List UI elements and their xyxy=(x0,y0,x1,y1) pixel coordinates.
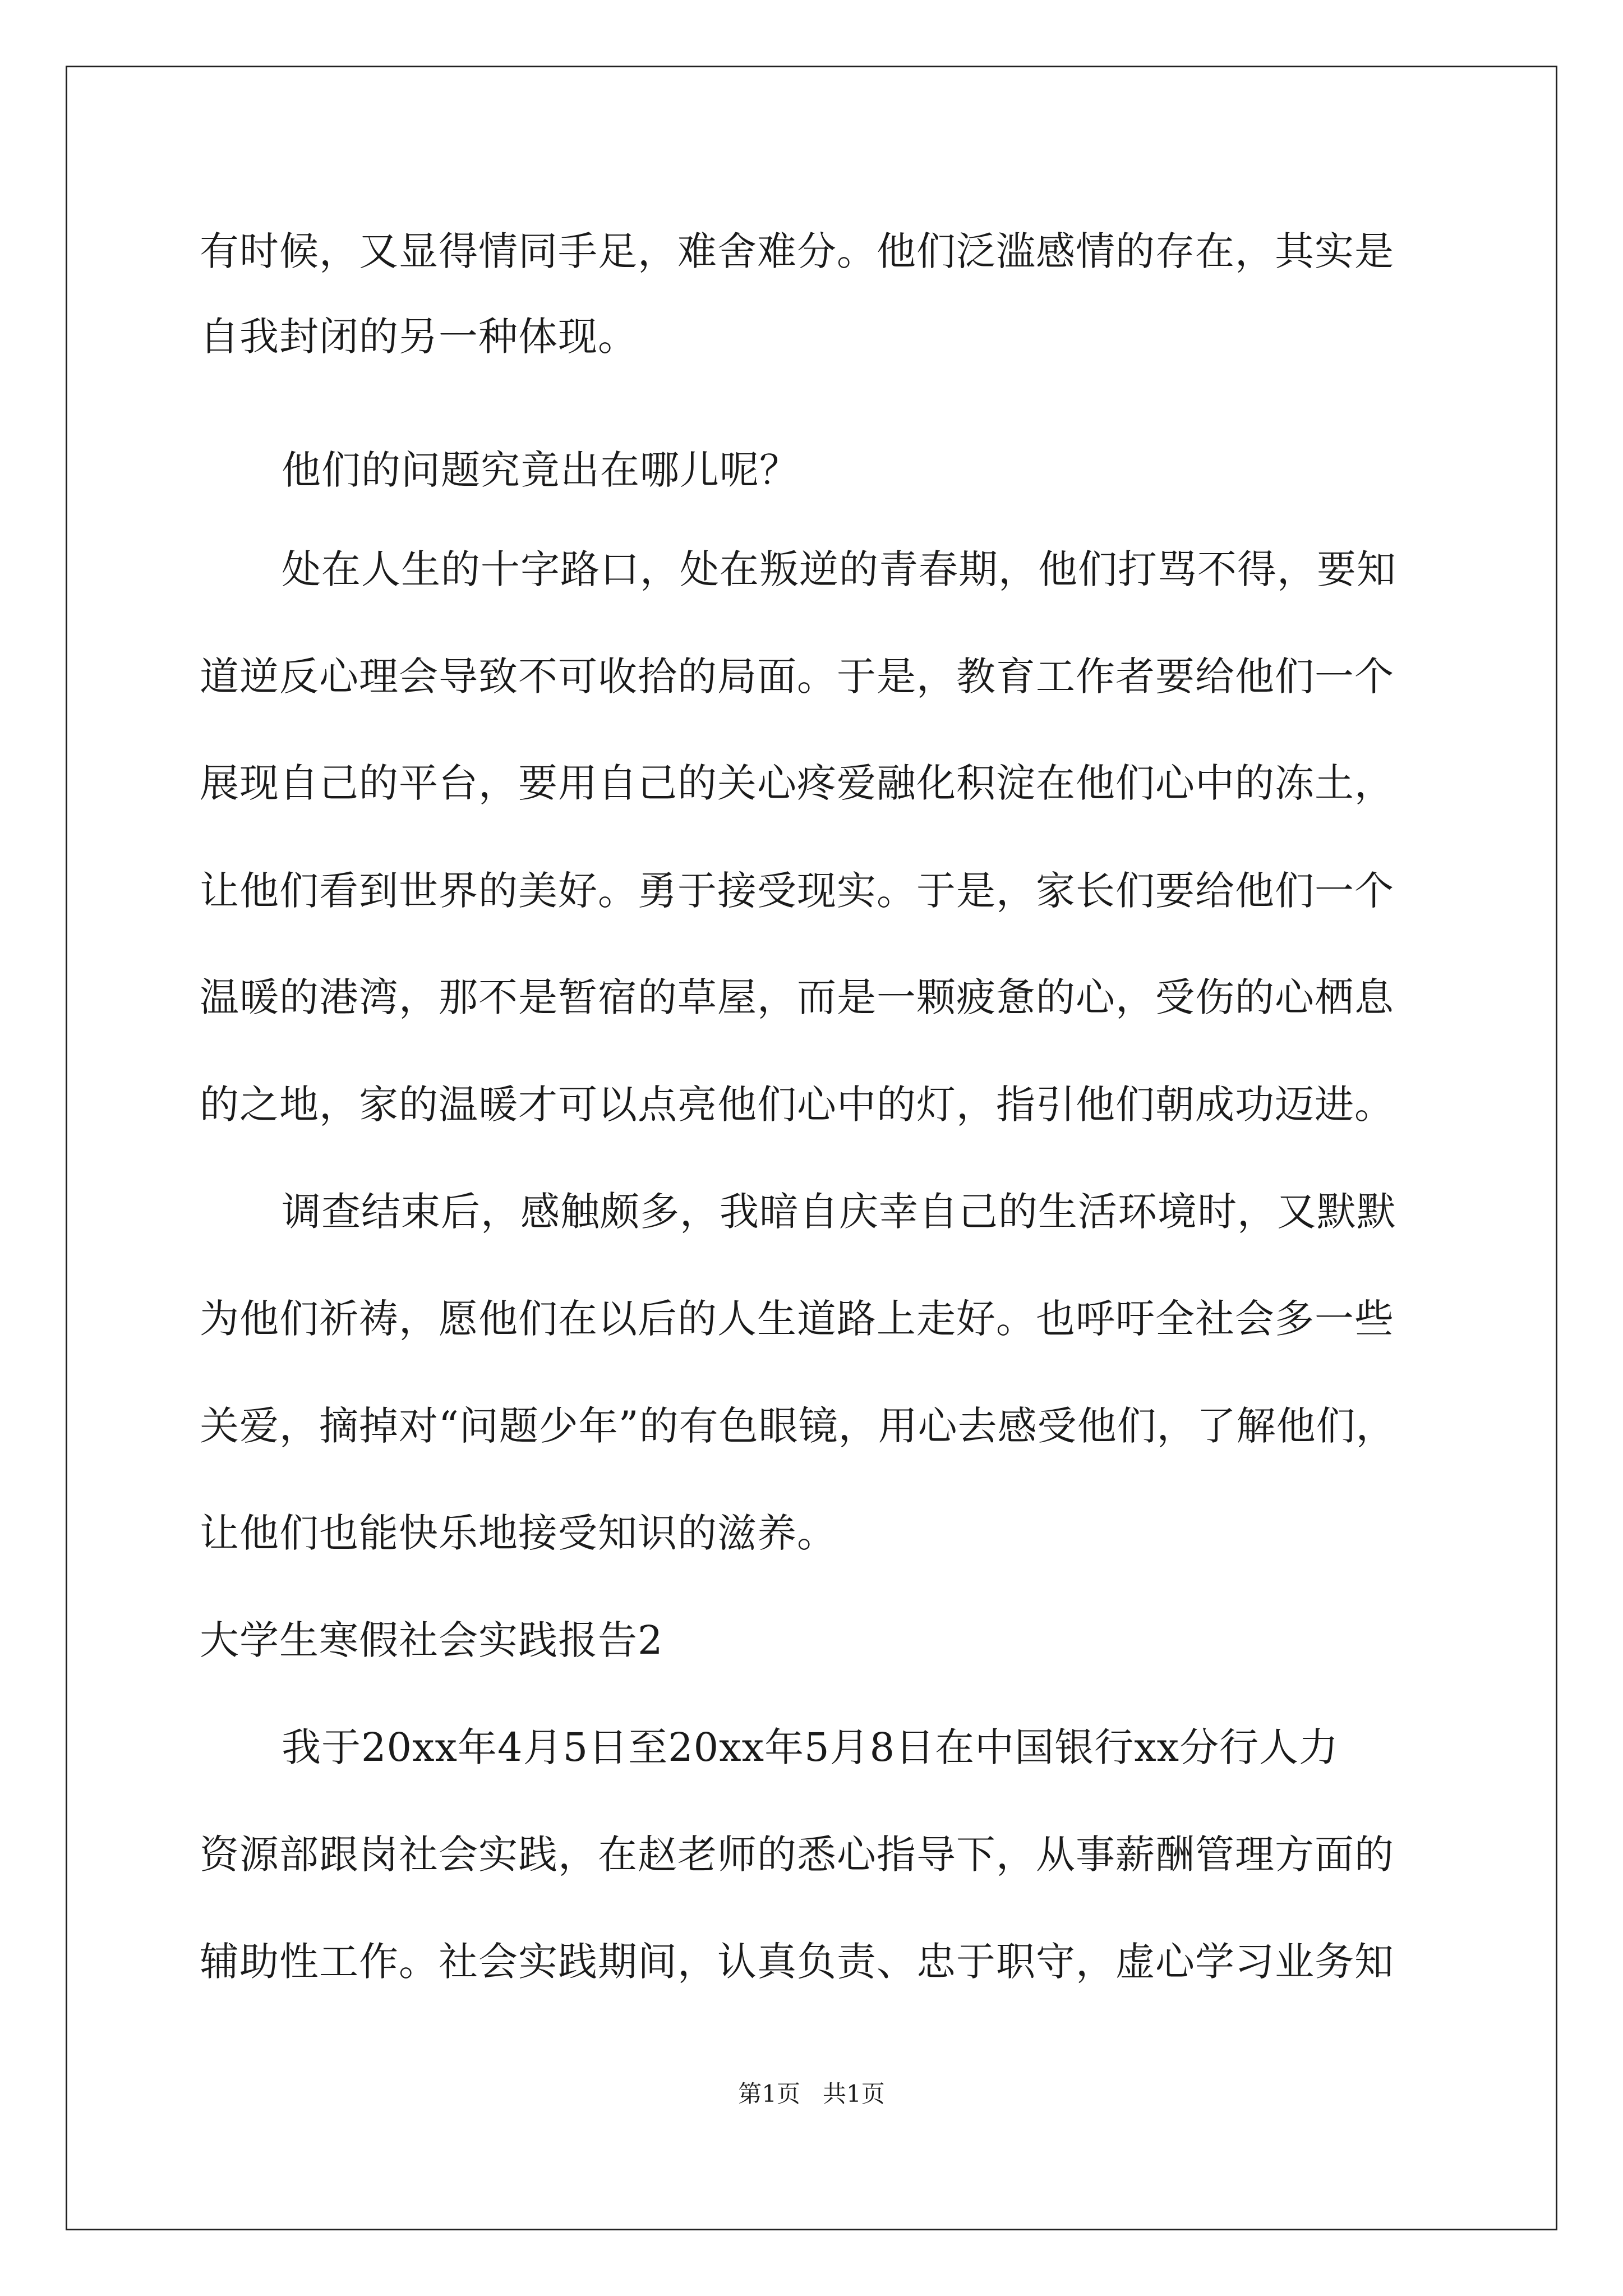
text-line: 他们的问题究竟出在哪儿呢？ xyxy=(282,447,799,493)
section-heading: 大学生寒假社会实践报告2 xyxy=(200,1617,663,1663)
text-line: 为他们祈祷，愿他们在以后的人生道路上走好。也呼吁全社会多一些 xyxy=(200,1296,1394,1342)
text-line: 温暖的港湾，那不是暂宿的草屋，而是一颗疲惫的心，受伤的心栖息 xyxy=(200,974,1394,1020)
text-line: 有时候，又显得情同手足，难舍难分。他们泛滥感情的存在，其实是 xyxy=(200,228,1394,274)
text-line: 资源部跟岗社会实践，在赵老师的悉心指导下，从事薪酬管理方面的 xyxy=(200,1832,1394,1878)
text-line: 调查结束后，感触颇多，我暗自庆幸自己的生活环境时，又默默 xyxy=(282,1189,1396,1235)
text-line: 让他们看到世界的美好。勇于接受现实。于是，家长们要给他们一个 xyxy=(200,868,1394,914)
text-line: 让他们也能快乐地接受知识的滋养。 xyxy=(200,1510,837,1556)
text-line: 自我封闭的另一种体现。 xyxy=(200,314,638,360)
text-line: 的之地，家的温暖才可以点亮他们心中的灯，指引他们朝成功迈进。 xyxy=(200,1082,1394,1128)
page-border xyxy=(66,66,1557,2230)
text-line: 展现自己的平台，要用自己的关心疼爱融化积淀在他们心中的冻土， xyxy=(200,760,1394,806)
text-line: 道逆反心理会导致不可收拾的局面。于是，教育工作者要给他们一个 xyxy=(200,654,1394,700)
text-line: 辅助性工作。社会实践期间，认真负责、忠于职守，虚心学习业务知 xyxy=(200,1939,1394,1985)
text-line: 处在人生的十字路口，处在叛逆的青春期，他们打骂不得，要知 xyxy=(282,546,1396,592)
text-line: 关爱，摘掉对“问题少年”的有色眼镜，用心去感受他们，了解他们， xyxy=(200,1403,1396,1449)
page-number-footer: 第1页 共1页 xyxy=(738,2080,885,2108)
text-line: 我于20xx年4月5日至20xx年5月8日在中国银行xx分行人力 xyxy=(282,1724,1339,1770)
